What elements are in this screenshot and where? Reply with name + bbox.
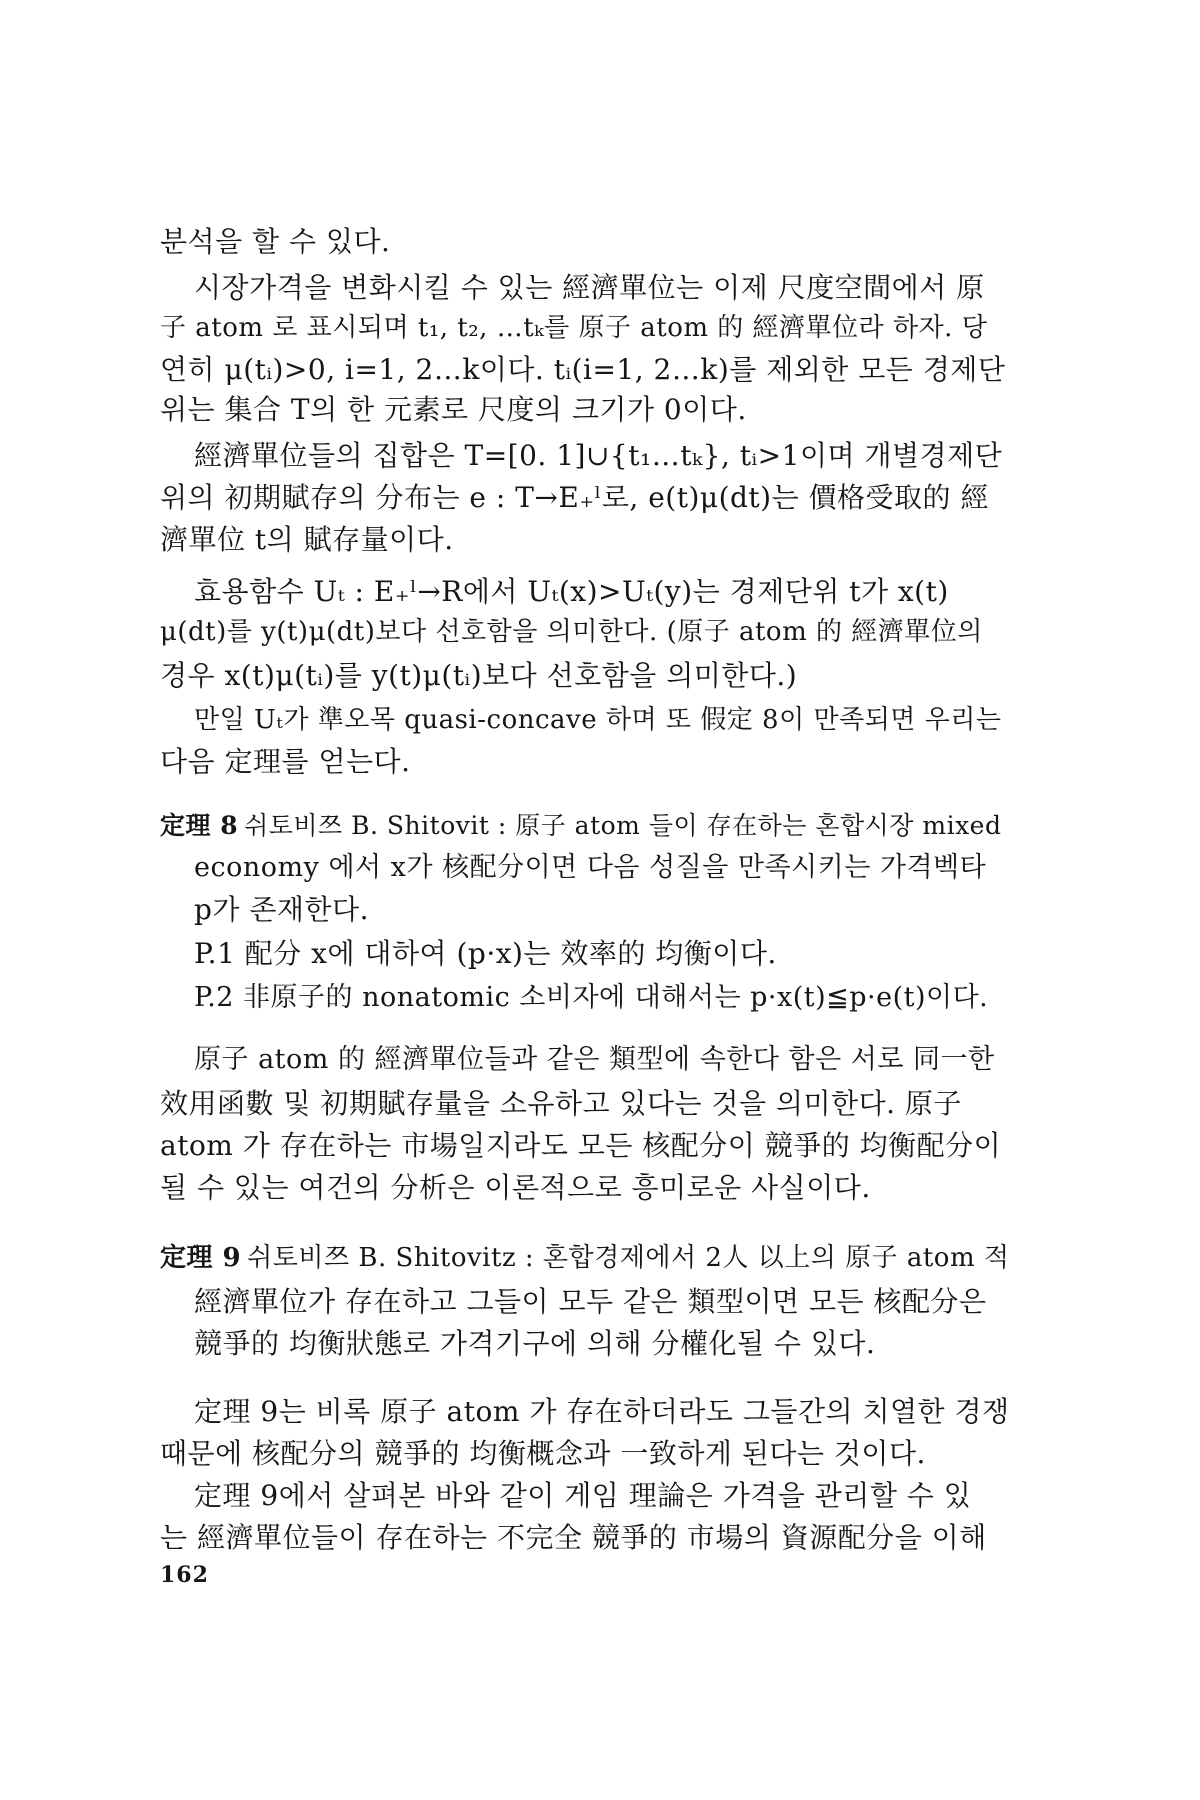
text-line: 經濟單位들의 집합은 T=[0. 1]∪{t₁…tₖ}, tᵢ>1이며 개별경제단 [194, 439, 1003, 472]
text-line: μ(dt)를 y(t)μ(dt)보다 선호함을 의미한다. (原子 atom 的 經濟單位의 [160, 617, 983, 647]
text-line: 분석을 할 수 있다. [160, 225, 391, 258]
text-line: 濟單位 t의 賦存量이다. [160, 523, 454, 556]
text-line: 효용함수 Uₜ : E₊ˡ→R에서 Uₜ(x)>Uₜ(y)는 경제단위 t가 x(t) [194, 575, 949, 608]
theorem-8-head-text: 쉬토비쯔 B. Shitovit : 原子 atom 들이 存在하는 혼합시장 mixed [244, 811, 1002, 840]
text-line: 경우 x(t)μ(tᵢ)를 y(t)μ(tᵢ)보다 선호함을 의미한다.) [160, 659, 798, 692]
text-line: 연히 μ(tᵢ)>0, i=1, 2…k이다. tᵢ(i=1, 2…k)를 제외한 모든 경제단 [160, 353, 1006, 386]
text-line: 는 經濟單位들이 存在하는 不完全 競爭的 市場의 資源配分을 이해 [160, 1521, 987, 1554]
text-line: 經濟單位가 存在하고 그들이 모두 같은 類型이면 모든 核配分은 [194, 1285, 987, 1318]
theorem-property: P.2 非原子的 nonatomic 소비자에 대해서는 p·x(t)≦p·e(t)이다. [194, 982, 989, 1013]
text-line: atom 가 存在하는 市場일지라도 모든 核配分이 競爭的 均衡配分이 [160, 1129, 1002, 1162]
text-line: 效用函數 및 初期賦存量을 소유하고 있다는 것을 의미한다. 原子 [160, 1087, 962, 1120]
text-line: p가 존재한다. [194, 893, 369, 926]
text-line: 시장가격을 변화시킬 수 있는 經濟單位는 이제 尺度空間에서 原 [194, 271, 985, 304]
text-line: 만일 Uₜ가 準오목 quasi-concave 하며 또 假定 8이 만족되면 우리는 [194, 705, 1002, 735]
theorem-9-label: 定理 9 [160, 1243, 242, 1273]
text-line: 위는 集合 T의 한 元素로 尺度의 크기가 0이다. [160, 393, 747, 426]
theorem-8-heading [160, 806, 1001, 846]
text-line: 때문에 核配分의 競爭的 均衡概念과 一致하게 된다는 것이다. [160, 1437, 926, 1470]
theorem-9-heading [160, 1238, 1009, 1278]
theorem-property: P.1 配分 x에 대하여 (p·x)는 效率的 均衡이다. [194, 937, 777, 970]
page-number: 162 [160, 1562, 209, 1588]
text-line: 될 수 있는 여건의 分析은 이론적으로 흥미로운 사실이다. [160, 1171, 871, 1204]
text-line: 競爭的 均衡狀態로 가격기구에 의해 分權化될 수 있다. [194, 1327, 876, 1360]
text-line: 原子 atom 的 經濟單位들과 같은 類型에 속한다 함은 서로 同一한 [194, 1044, 995, 1075]
theorem-8-label: 定理 8 [160, 811, 239, 840]
text-line: 子 atom 로 표시되며 t₁, t₂, …tₖ를 原子 atom 的 經濟單位라 하자. 당 [160, 313, 988, 343]
text-line: 위의 初期賦存의 分布는 e : T→E₊ˡ로, e(t)μ(dt)는 價格受取的 經 [160, 481, 989, 514]
theorem-9-head-text: 쉬토비쯔 B. Shitovitz : 혼합경제에서 2人 以上의 原子 atom 적 [247, 1243, 1010, 1273]
text-line: 定理 9는 비록 原子 atom 가 存在하더라도 그들간의 치열한 경쟁 [194, 1395, 1010, 1428]
text-line: 定理 9에서 살펴본 바와 같이 게임 理論은 가격을 관리할 수 있 [194, 1479, 972, 1512]
text-line: economy 에서 x가 核配分이면 다음 성질을 만족시키는 가격벡타 [194, 852, 987, 883]
text-line: 다음 定理를 얻는다. [160, 745, 411, 778]
